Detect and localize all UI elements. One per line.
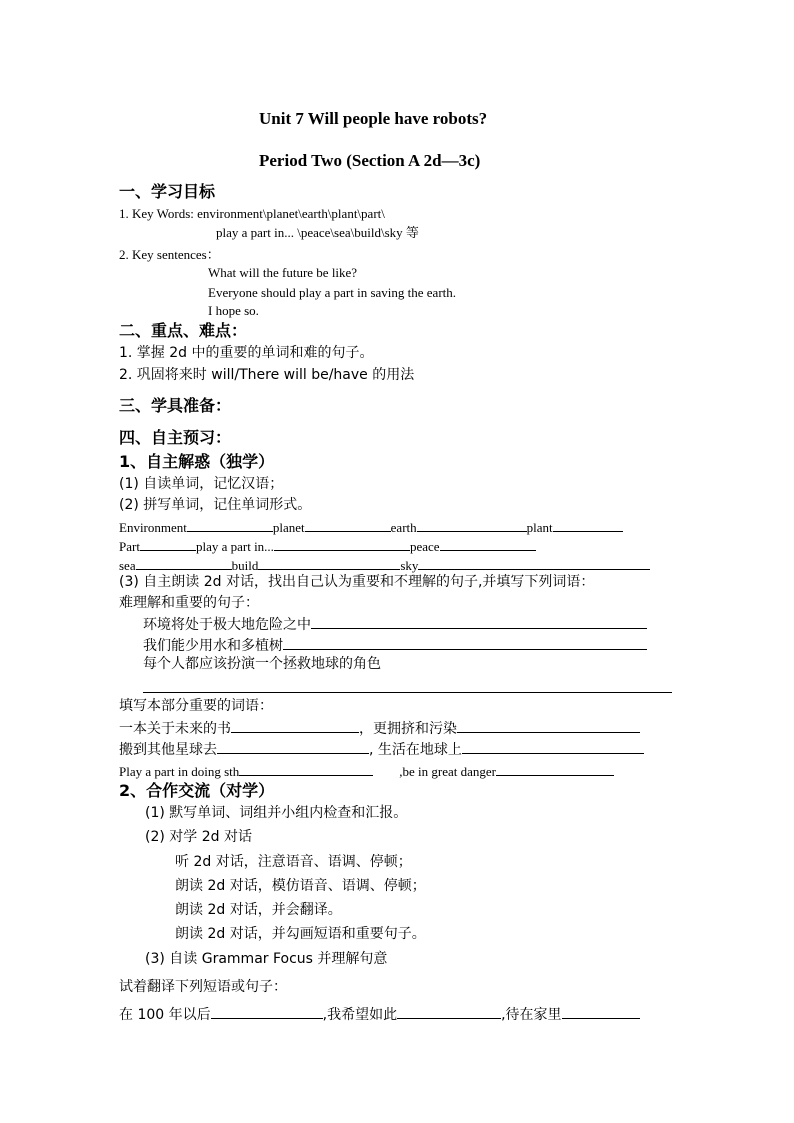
blank-plant[interactable]: [553, 519, 623, 532]
section-heading-focus: 二、重点、难点：: [119, 321, 248, 340]
blank-stay-at-home[interactable]: [562, 1006, 640, 1019]
key-words-line-2: play a part in... \peace\sea\build\sky 等: [216, 225, 419, 240]
blank-planet[interactable]: [305, 519, 391, 532]
subsection-cooperation: 2、合作交流（对学）: [119, 781, 275, 800]
blank-play-a-part-doing[interactable]: [239, 763, 373, 776]
step-read-dialogue: (3) 自主朗读 2d 对话，找出自己认为重要和不理解的句子,并填写下列词语：: [119, 574, 595, 590]
blank-build[interactable]: [258, 557, 400, 570]
blank-i-hope-so[interactable]: [397, 1006, 501, 1019]
section-heading-materials: 三、学具准备：: [119, 396, 232, 415]
word-sky: sky: [400, 558, 419, 573]
word-earth: earth: [390, 520, 417, 535]
word-part: Part: [119, 539, 140, 554]
focus-item-1: 1. 掌握 2d 中的重要的单词和难的句子。: [119, 345, 374, 361]
word-build: build: [231, 558, 259, 573]
blank-hard-sentence-3[interactable]: [143, 680, 672, 693]
step-read-words: (1) 自读单词，记忆汉语；: [119, 476, 284, 492]
blank-part[interactable]: [140, 538, 196, 551]
blank-live-earth[interactable]: [462, 741, 644, 754]
translate-label: 试着翻译下列短语或句子：: [119, 979, 287, 995]
fill-row-1: 一本关于未来的书 ，更拥挤和污染: [119, 720, 640, 736]
blank-environment[interactable]: [187, 519, 273, 532]
blank-earth[interactable]: [417, 519, 527, 532]
coop-step-3: (3) 自读 Grammar Focus 并理解句意: [145, 951, 388, 967]
key-sentence-2: Everyone should play a part in saving the earth.: [208, 285, 457, 300]
blank-move-planets[interactable]: [217, 741, 369, 754]
word-sea: sea: [119, 558, 136, 573]
key-words-line: 1. Key Words: environment\planet\earth\plant\part\: [119, 206, 385, 221]
hard-sentence-2: 我们能少用水和多植树: [143, 637, 647, 653]
blank-great-danger[interactable]: [496, 763, 614, 776]
word-play-a-part: play a part in...: [195, 539, 274, 554]
coop-step-1: (1) 默写单词、词组并小组内检查和汇报。: [145, 805, 408, 821]
fill-words-label: 填写本部分重要的词语：: [119, 698, 273, 714]
section-heading-objectives: 一、学习目标: [119, 182, 216, 201]
blank-sea[interactable]: [136, 557, 232, 570]
coop-step-2c: 朗读 2d 对话，并会翻译。: [175, 902, 342, 918]
document-title: Unit 7 Will people have robots?: [259, 109, 488, 128]
coop-step-2: (2) 对学 2d 对话: [145, 829, 252, 845]
document-subtitle: Period Two (Section A 2d—3c): [259, 151, 481, 170]
blank-in-100-years[interactable]: [211, 1006, 323, 1019]
blank-play-a-part[interactable]: [274, 538, 410, 551]
word-fill-row-2: [119, 538, 536, 553]
word-fill-row-1: [119, 519, 623, 534]
word-environment: Environment: [119, 520, 187, 535]
section-heading-preview: 四、自主预习：: [119, 428, 232, 447]
key-sentences-label: 2. Key sentences：: [119, 247, 220, 262]
hard-sentence-1: 环境将处于极大地危险之中: [143, 616, 647, 632]
word-planet: planet: [272, 520, 305, 535]
hard-sentences-label: 难理解和重要的句子：: [119, 595, 259, 611]
blank-hard-sentence-1[interactable]: [311, 616, 647, 629]
blank-book-future[interactable]: [231, 720, 359, 733]
fill-row-2: 搬到其他星球去 , 生活在地球上: [119, 741, 644, 757]
hard-sentence-3: 每个人都应该扮演一个拯救地球的角色: [143, 656, 381, 672]
subsection-self-study: 1、自主解惑（独学）: [119, 452, 275, 471]
coop-step-2b: 朗读 2d 对话，模仿语音、语调、停顿；: [175, 878, 426, 894]
key-sentence-3: I hope so.: [208, 303, 259, 318]
step-spell-words: (2) 拼写单词，记住单词形式。: [119, 497, 312, 513]
word-plant: plant: [526, 520, 553, 535]
blank-crowded-polluted[interactable]: [457, 720, 640, 733]
blank-sky[interactable]: [418, 557, 650, 570]
word-peace: peace: [409, 539, 440, 554]
blank-peace[interactable]: [440, 538, 536, 551]
word-fill-row-3: [119, 557, 650, 572]
translate-row: 在 100 年以后 ,我希望如此 ,待在家里: [119, 1006, 640, 1022]
coop-step-2a: 听 2d 对话，注意语音、语调、停顿；: [175, 854, 412, 870]
blank-hard-sentence-2[interactable]: [283, 637, 647, 650]
hard-sentence-3-answer: [143, 680, 672, 697]
coop-step-2d: 朗读 2d 对话，并勾画短语和重要句子。: [175, 926, 426, 942]
focus-item-2: 2. 巩固将来时 will/There will be/have 的用法: [119, 367, 415, 383]
fill-row-3: Play a part in doing sth ,be in great danger: [119, 763, 614, 778]
key-sentence-1: What will the future be like?: [208, 265, 358, 280]
